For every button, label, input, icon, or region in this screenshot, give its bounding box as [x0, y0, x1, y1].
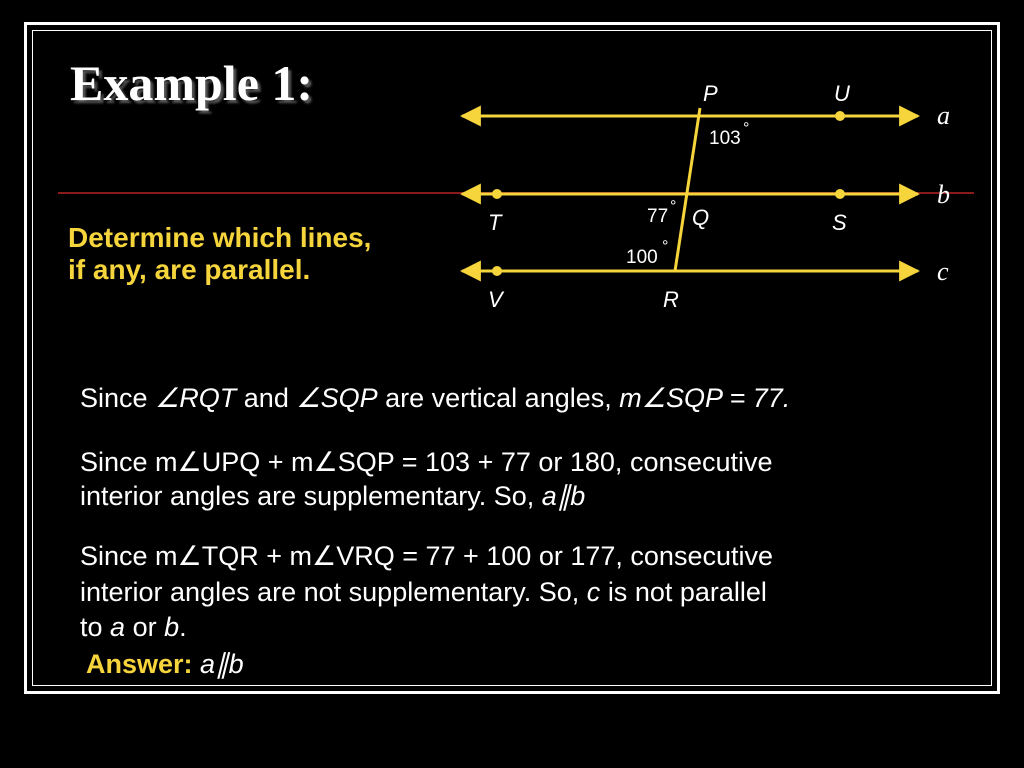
line-label-b: b [937, 180, 950, 209]
label-p: P [703, 81, 718, 106]
angle-100-degree: ° [662, 238, 669, 255]
statement-2-line-1 [80, 445, 773, 479]
parallel-lines-diagram [0, 0, 1024, 330]
point-v-dot [492, 266, 502, 276]
label-s: S [832, 210, 847, 235]
s2-equation: Since m∠UPQ + m∠SQP = 103 + 77 or 180, [80, 447, 623, 477]
angle-77: 77 [647, 206, 669, 227]
label-t: T [488, 210, 502, 235]
s3-or: or [132, 612, 157, 642]
statement-3-line-3 [80, 610, 187, 644]
label-r: R [663, 287, 679, 312]
s1-vertical-angles: vertical angles, [431, 383, 612, 413]
angle-100: 100 [626, 247, 658, 268]
slide-title: Example 1: [70, 55, 314, 111]
s1-are: are [385, 383, 425, 413]
s2-consecutive: consecutive [629, 447, 773, 477]
statement-2-line-2 [80, 479, 585, 513]
s3-consecutive: consecutive [630, 541, 773, 571]
s1-since: Since [80, 383, 148, 413]
s3-not-parallel: is not parallel [607, 577, 767, 607]
label-v: V [488, 287, 503, 312]
statement-3-line-2 [80, 575, 767, 609]
s3-period: . [179, 612, 187, 642]
s3-var-c: c [586, 577, 601, 607]
answer-row [86, 647, 244, 681]
statement-1 [80, 381, 790, 415]
label-q: Q [692, 205, 710, 230]
s2-conclusion-text: interior angles are supplementary. So, [80, 481, 535, 511]
angle-77-degree: ° [670, 198, 677, 215]
statement-3-line-1 [80, 539, 773, 573]
s3-to: to [80, 612, 103, 642]
answer-label: Answer: [86, 649, 193, 679]
angle-103: 103 [709, 128, 741, 149]
s3-var-b: b [164, 612, 180, 642]
prompt-line-2: if any, are parallel. [68, 253, 311, 285]
prompt-line-1: Determine which lines, [68, 222, 372, 253]
answer-value: a∥b [200, 649, 244, 679]
s3-equation: Since m∠TQR + m∠VRQ = 77 + 100 or 177, [80, 541, 623, 571]
point-t-dot [492, 189, 502, 199]
point-u-dot [835, 111, 845, 121]
s1-and: and [243, 383, 289, 413]
s3-var-a: a [110, 612, 126, 642]
s1-result: m∠SQP = 77. [619, 383, 791, 413]
angle-103-degree: ° [743, 120, 750, 137]
s3-conclusion-text: interior angles are not supplementary. So, [80, 577, 580, 607]
line-label-c: c [937, 257, 949, 286]
label-u: U [834, 81, 850, 106]
s2-parallel-result: a∥b [541, 481, 586, 511]
s1-angle-rqt: ∠RQT [155, 383, 237, 413]
s1-angle-sqp: ∠SQP [296, 383, 378, 413]
line-label-a: a [937, 101, 950, 130]
point-s-dot [835, 189, 845, 199]
transversal [675, 108, 700, 271]
